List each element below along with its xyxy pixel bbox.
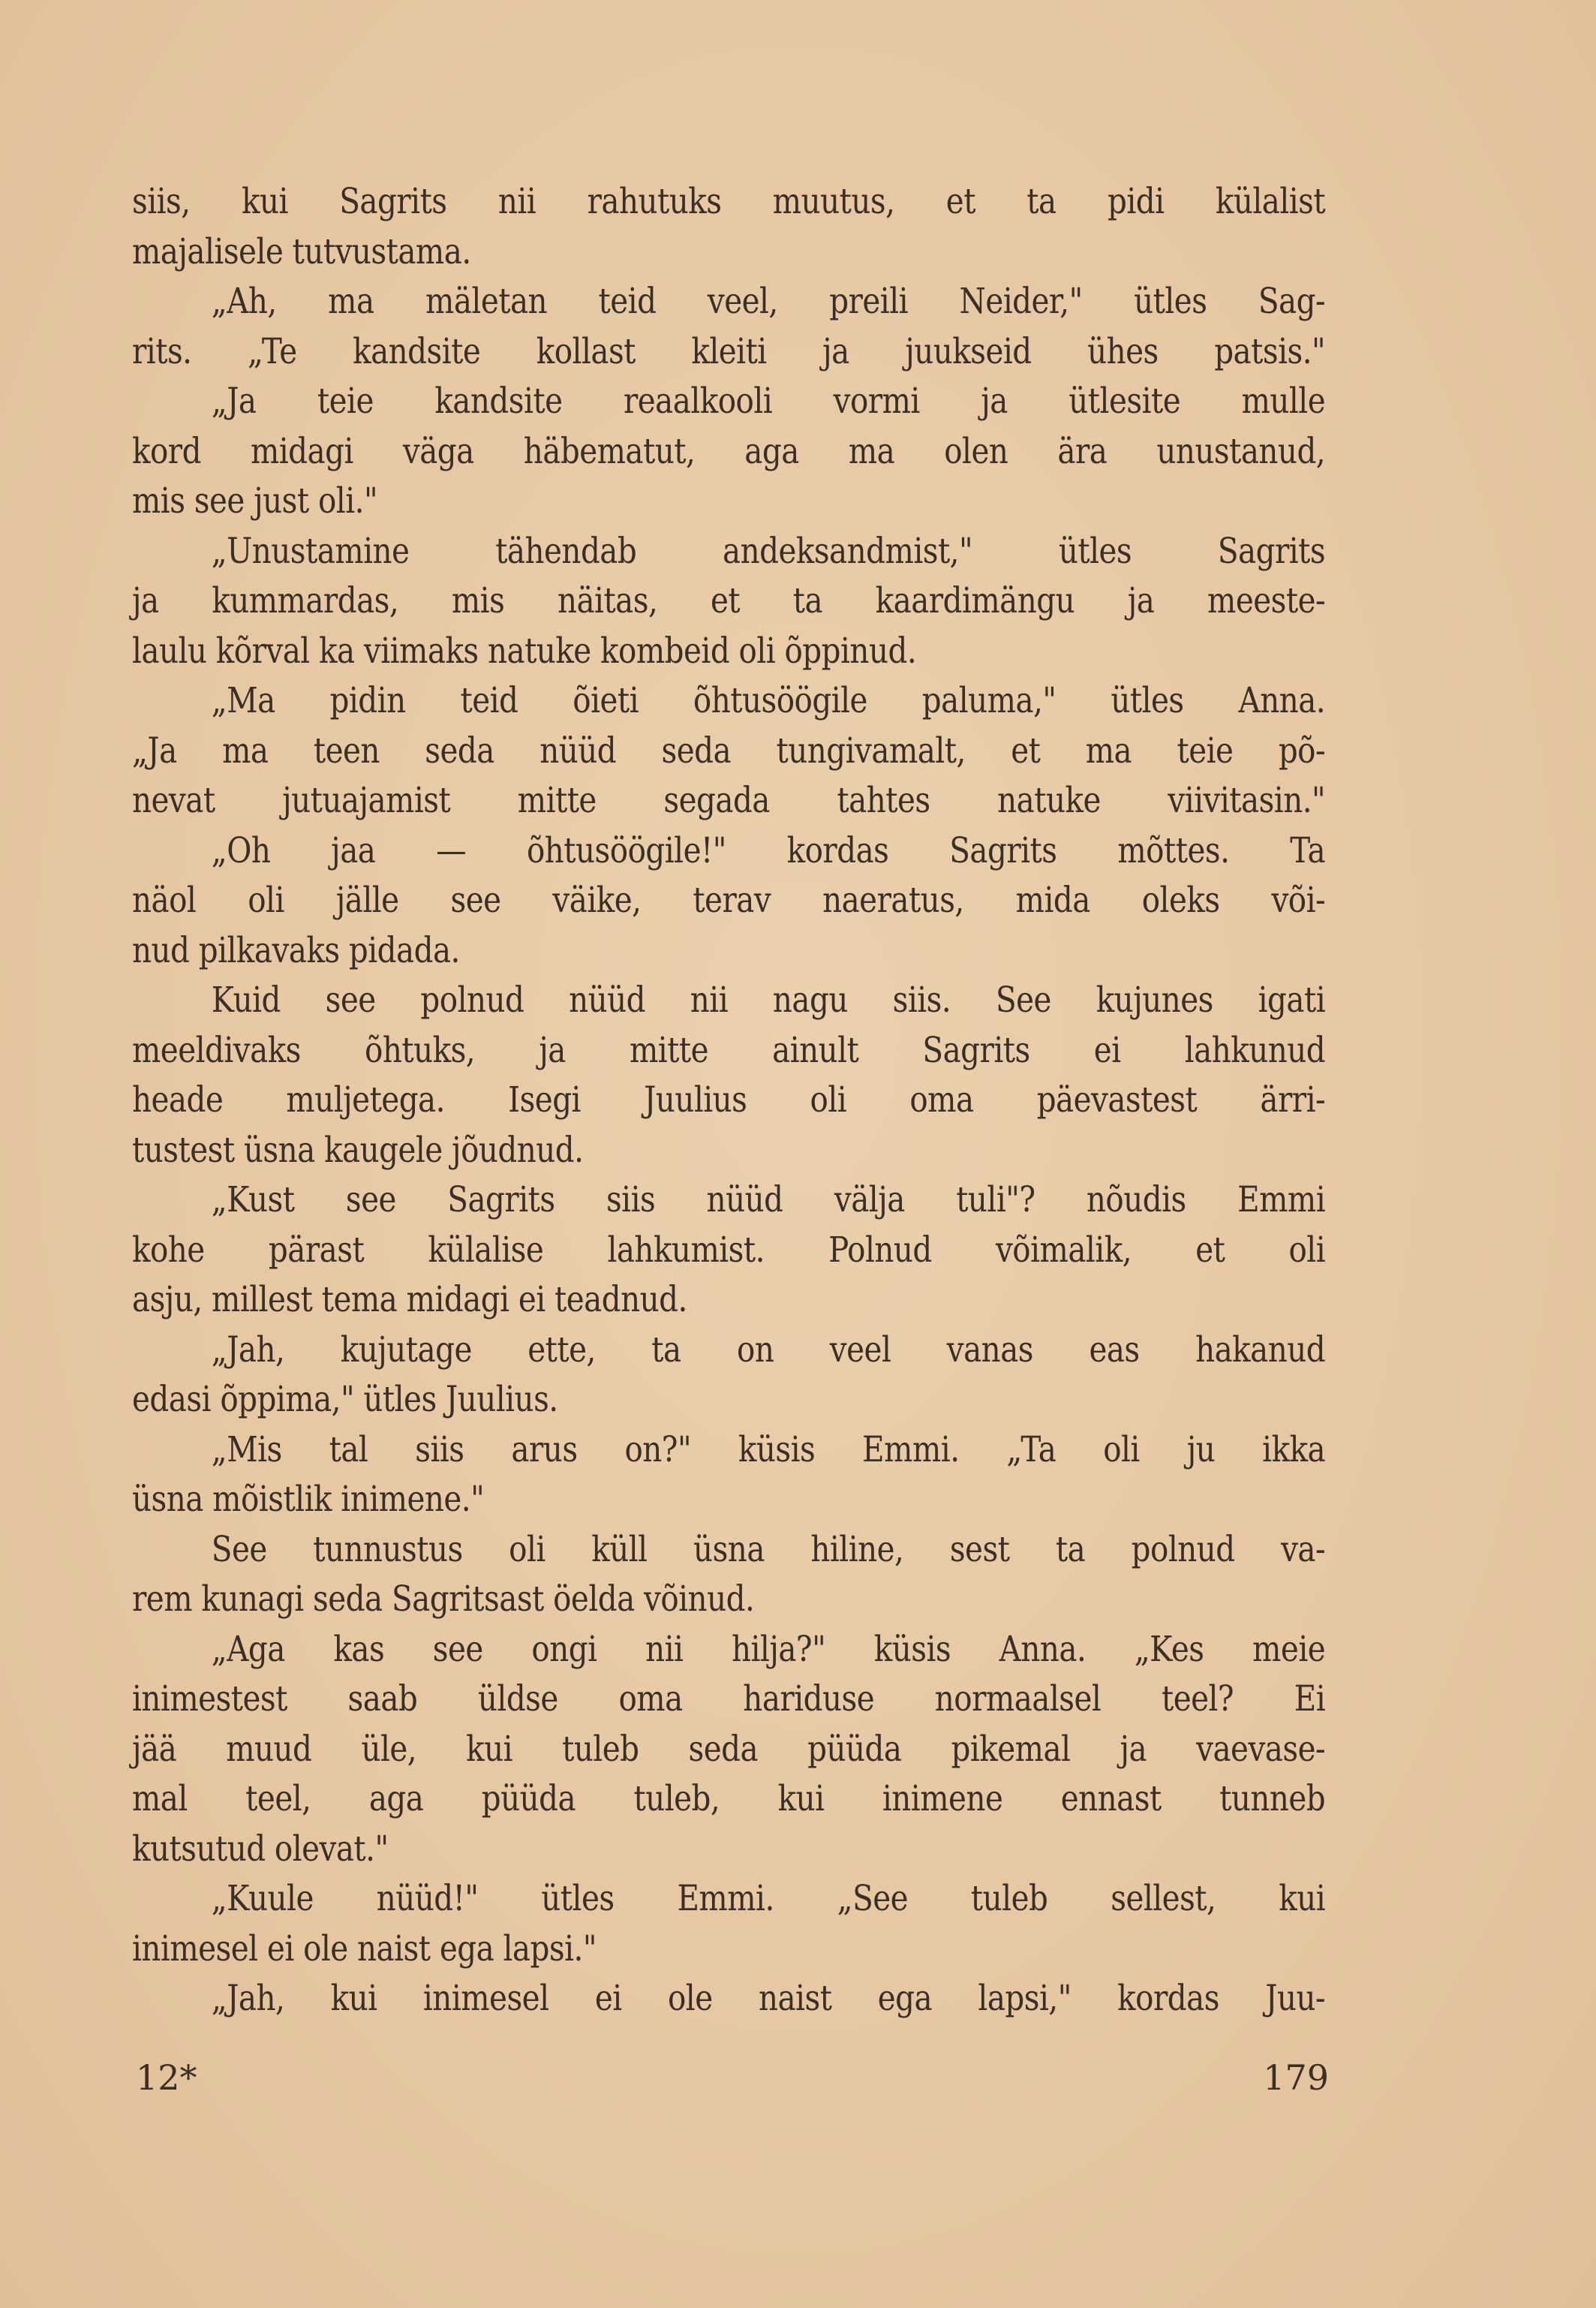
text-line: laulu kõrval ka viimaks natuke kombeid oli õppinud. — [132, 630, 917, 672]
text-line: kohe pärast külalise lahkumist. Polnud võimalik, et oli — [132, 1229, 1326, 1271]
text-line: nud pilkavaks pidada. — [132, 929, 460, 971]
text-line: meeldivaks õhtuks, ja mitte ainult Sagrits ei lahkunud — [132, 1029, 1326, 1071]
paragraph-first-line: „Jah, kui inimesel ei ole naist ega lapsi," kordas Juu- — [211, 1978, 1326, 2019]
text-line: kord midagi väga häbematut, aga ma olen ära unustanud, — [132, 430, 1326, 472]
paragraph-first-line: „Jah, kujutage ette, ta on veel vanas eas hakanud — [211, 1329, 1326, 1371]
paragraph-first-line: „Ja teie kandsite reaalkooli vormi ja ütlesite mulle — [211, 381, 1326, 422]
text-line: rem kunagi seda Sagritsast öelda võinud. — [132, 1578, 755, 1620]
text-line: heade muljetega. Isegi Juulius oli oma päevastest ärri- — [132, 1079, 1326, 1121]
paragraph-first-line: „Aga kas see ongi nii hilja?" küsis Anna. „Kes meie — [211, 1628, 1326, 1670]
text-line: mal teel, aga püüda tuleb, kui inimene ennast tunneb — [132, 1778, 1326, 1819]
paragraph-first-line: „Mis tal siis arus on?" küsis Emmi. „Ta oli ju ikka — [211, 1428, 1326, 1470]
text-line: jää muud üle, kui tuleb seda püüda pikemal ja vaevase- — [132, 1728, 1326, 1770]
text-line: mis see just oli." — [132, 480, 378, 522]
page-number: 179 — [1263, 2057, 1329, 2098]
text-line: ja kummardas, mis näitas, et ta kaardimängu ja meeste- — [132, 580, 1326, 621]
text-line: siis, kui Sagrits nii rahutuks muutus, et ta pidi külalist — [132, 181, 1326, 222]
page-footer — [136, 2053, 1329, 2102]
text-line: inimestest saab üldse oma hariduse normaalsel teel? Ei — [132, 1678, 1326, 1720]
text-line: majalisele tutvustama. — [132, 230, 471, 272]
page-body — [132, 177, 1325, 2024]
text-line: näol oli jälle see väike, terav naeratus, mida oleks või- — [132, 880, 1326, 921]
text-line: üsna mõistlik inimene." — [132, 1479, 485, 1520]
paragraph-first-line: Kuid see polnud nüüd nii nagu siis. See kujunes igati — [211, 979, 1326, 1021]
paragraph-first-line: See tunnustus oli küll üsna hiline, sest ta polnud va- — [211, 1528, 1326, 1570]
text-line: kutsutud olevat." — [132, 1828, 389, 1870]
text-line: rits. „Te kandsite kollast kleiti ja juukseid ühes patsis." — [132, 330, 1326, 372]
text-line: asju, millest tema midagi ei teadnud. — [132, 1279, 687, 1320]
paragraph-first-line: „Ma pidin teid õieti õhtusöögile paluma," ütles Anna. — [211, 680, 1326, 721]
printer-signature-mark: 12* — [136, 2057, 197, 2098]
paragraph-first-line: „Kust see Sagrits siis nüüd välja tuli"? nõudis Emmi — [211, 1179, 1326, 1220]
paragraph-first-line: „Oh jaa — õhtusöögile!" kordas Sagrits mõttes. Ta — [211, 829, 1326, 871]
text-line: inimesel ei ole naist ega lapsi." — [132, 1927, 597, 1969]
text-line: „Ja ma teen seda nüüd seda tungivamalt, et ma teie põ- — [132, 730, 1326, 772]
paragraph-first-line: „Unustamine tähendab andeksandmist," ütles Sagrits — [211, 530, 1326, 572]
paragraph-first-line: „Ah, ma mäletan teid veel, preili Neider," ütles Sag- — [211, 281, 1326, 322]
text-line: tustest üsna kaugele jõudnud. — [132, 1129, 584, 1171]
paragraph-first-line: „Kuule nüüd!" ütles Emmi. „See tuleb sellest, kui — [211, 1878, 1326, 1919]
text-line: edasi õppima," ütles Juulius. — [132, 1379, 558, 1420]
text-line: nevat jutuajamist mitte segada tahtes natuke viivitasin." — [132, 780, 1326, 821]
